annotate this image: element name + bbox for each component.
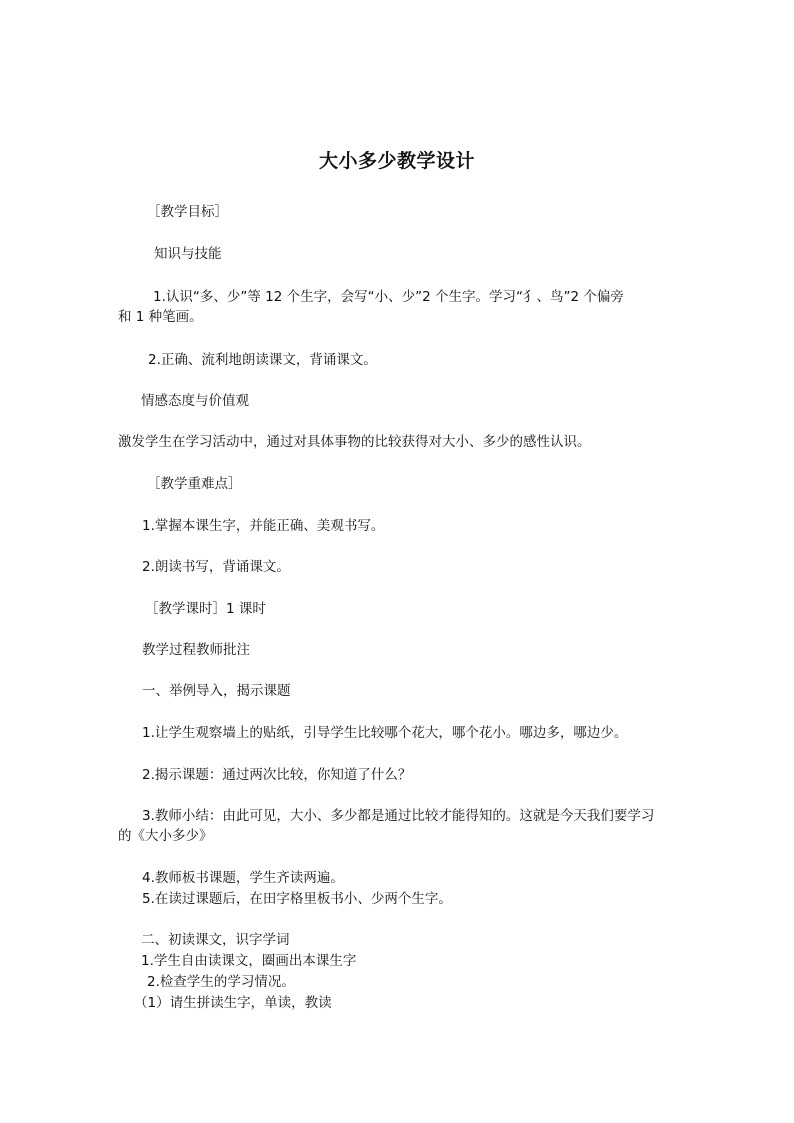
process-heading: 教学过程教师批注	[142, 642, 250, 658]
section-2-item-1: 1.学生自由读课文，圈画出本课生字	[141, 953, 357, 969]
key-point-1: 1.掌握本课生字，并能正确、美观书写。	[142, 518, 385, 534]
goals-header: ［教学目标］	[147, 204, 228, 220]
goal-1-line-1: 1.认识“多、少”等 12 个生字，会写“小、少”2 个生字。学习“犭、鸟”2 个偏旁	[153, 289, 624, 305]
section-1-item-5: 5.在读过课题后，在田字格里板书小、少两个生字。	[142, 891, 452, 907]
emotion-text: 激发学生在学习活动中，通过对具体事物的比较获得对大小、多少的感性认识。	[118, 434, 591, 450]
section-2-heading: 二、初读课文，识字学词	[141, 932, 290, 948]
section-1-item-3-line-2: 的《大小多少》	[118, 828, 213, 844]
key-points-header: ［教学重难点］	[147, 476, 242, 492]
section-2-item-2: 2.检查学生的学习情况。	[147, 974, 295, 990]
knowledge-skills-heading: 知识与技能	[154, 246, 222, 262]
section-1-item-2: 2.揭示课题：通过两次比较，你知道了什么？	[142, 767, 412, 783]
section-2-item-2-1: （1）请生拼读生字，单读，教读	[134, 995, 332, 1011]
goal-2: 2.正确、流利地朗读课文，背诵课文。	[148, 352, 377, 368]
goal-1-line-2: 和 1 种笔画。	[118, 309, 203, 325]
section-1-heading: 一、举例导入，揭示课题	[142, 683, 291, 699]
emotion-heading: 情感态度与价值观	[141, 393, 249, 409]
section-1-item-1: 1.让学生观察墙上的贴纸，引导学生比较哪个花大，哪个花小。哪边多，哪边少。	[142, 725, 628, 741]
section-1-item-4: 4.教师板书课题，学生齐读两遍。	[142, 870, 344, 886]
section-1-item-3-line-1: 3.教师小结：由此可见，大小、多少都是通过比较才能得知的。这就是今天我们要学习	[142, 808, 655, 824]
key-point-2: 2.朗读书写，背诵课文。	[142, 559, 290, 575]
document-title: 大小多少教学设计	[318, 150, 475, 172]
class-hours: ［教学课时］1 课时	[145, 601, 266, 617]
